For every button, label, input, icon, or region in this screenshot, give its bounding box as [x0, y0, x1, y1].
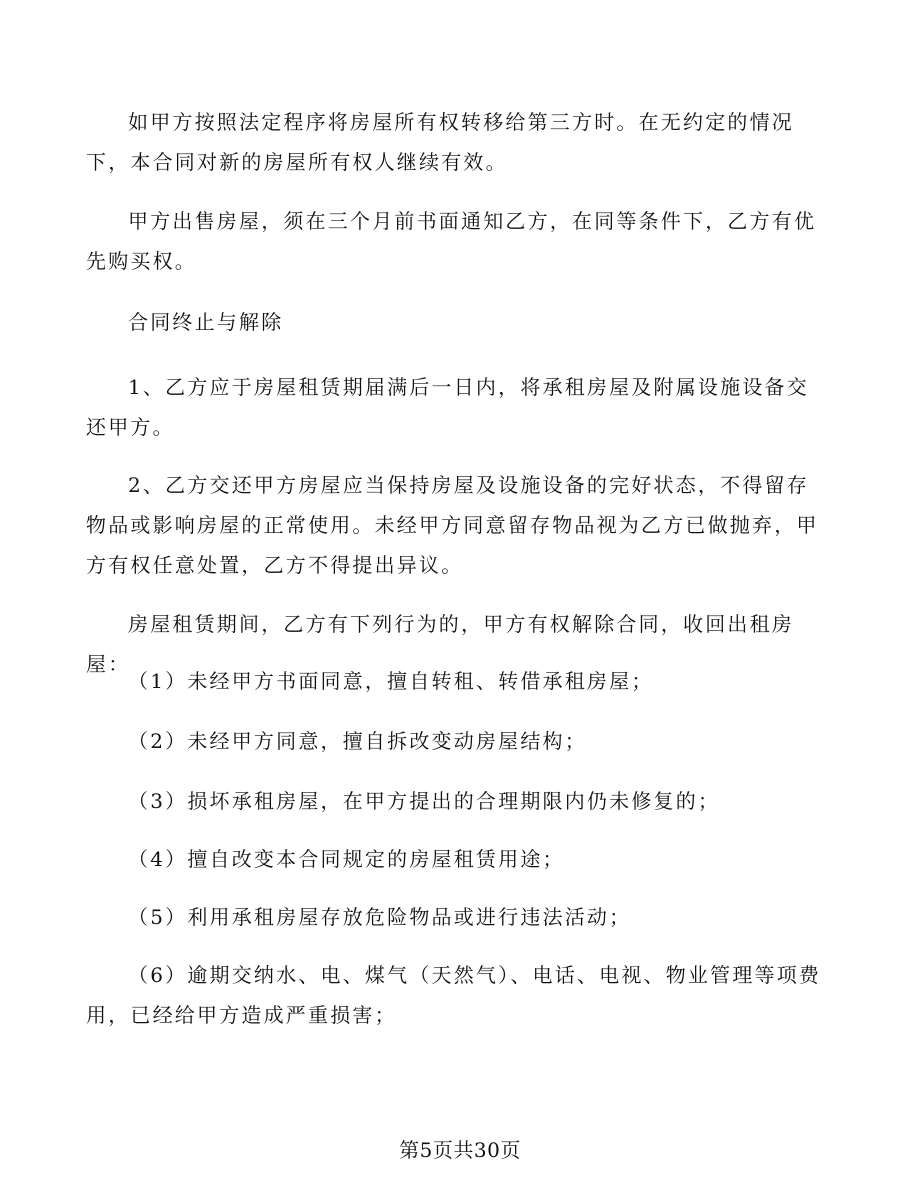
- list-item-condition-5: （5）利用承租房屋存放危险物品或进行违法活动；: [128, 905, 632, 929]
- list-item-condition-1: （1）未经甲方书面同意，擅自转租、转借承租房屋；: [128, 669, 654, 693]
- list-item-condition-4: （4）擅自改变本合同规定的房屋租赁用途；: [128, 847, 565, 871]
- list-item-condition-3: （3）损坏承租房屋，在甲方提出的合理期限内仍未修复的；: [128, 789, 721, 813]
- page-number-footer: 第5页共30页: [399, 1138, 521, 1162]
- paragraph-termination-conditions: 房屋租赁期间，乙方有下列行为的，甲方有权解除合同，收回出租房屋：: [86, 612, 794, 676]
- paragraph-item-2: 2、乙方交还甲方房屋应当保持房屋及设施设备的完好状态，不得留存物品或影响房屋的正常使用。未经甲方同意留存物品视为乙方已做抛弃，甲方有权任意处置，乙方不得提出异议。: [86, 473, 819, 577]
- paragraph-ownership-transfer: 如甲方按照法定程序将房屋所有权转移给第三方时。在无约定的情况下，本合同对新的房屋所有权人继续有效。: [86, 110, 794, 174]
- list-item-condition-6: （6）逾期交纳水、电、煤气（天然气）、电话、电视、物业管理等项费用，已经给甲方造成严重损害；: [86, 963, 822, 1027]
- list-item-condition-2: （2）未经甲方同意，擅自拆改变动房屋结构；: [128, 729, 587, 753]
- section-heading-termination: 合同终止与解除: [128, 310, 284, 334]
- paragraph-item-1: 1、乙方应于房屋租赁期届满后一日内，将承租房屋及附属设施设备交还甲方。: [86, 375, 809, 439]
- paragraph-preemptive-right: 甲方出售房屋，须在三个月前书面通知乙方，在同等条件下，乙方有优先购买权。: [86, 209, 817, 273]
